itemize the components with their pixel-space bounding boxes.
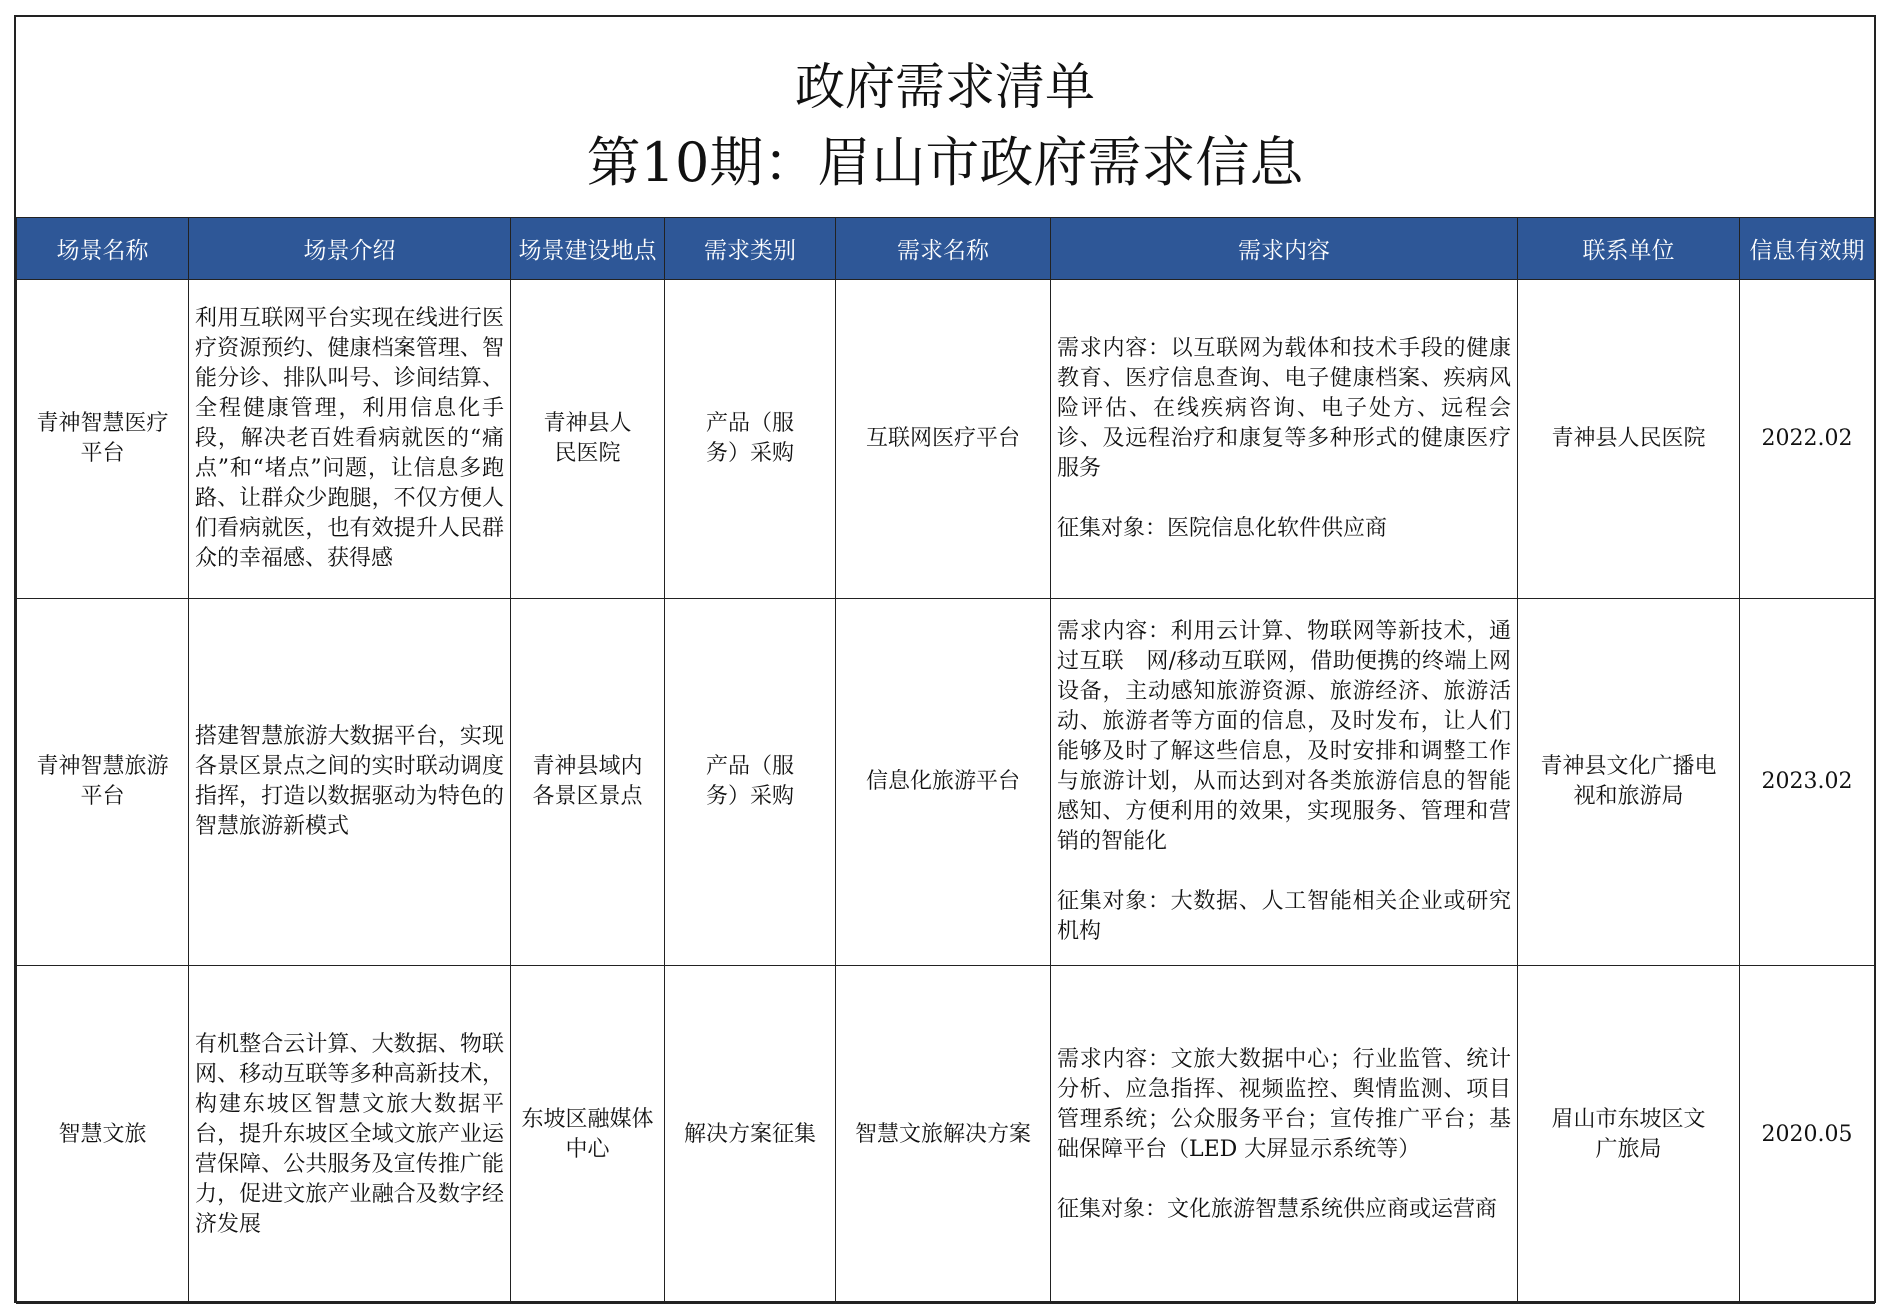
scene-intro-cell: 利用互联网平台实现在线进行医疗资源预约、健康档案管理、智能分诊、排队叫号、诊间结算、全程健康管理，利用信息化手段，解决老百姓看病就医的“痛点”和“堵点”问题，让信息多跑路、让群众少跑腿，不仅方便人们看病就医，也有效提升人民群众的幸福感、获得感 [189,280,511,599]
header-cell-valid: 信息有效期 [1740,218,1875,280]
contact-cell: 眉山市东坡区文广旅局 [1518,966,1740,1304]
header-cell-scene-name: 场景名称 [17,218,189,280]
table-row [17,599,1875,966]
demand-name-cell: 智慧文旅解决方案 [836,966,1051,1304]
demand-target-text: 征集对象：医院信息化软件供应商 [1057,516,1388,541]
category-cell: 解决方案征集 [665,966,836,1304]
demand-table [16,217,1875,1304]
scene-name-cell: 智慧文旅 [17,966,189,1304]
scene-intro-cell: 有机整合云计算、大数据、物联网、移动互联等多种高新技术，构建东坡区智慧文旅大数据平台，提升东坡区全域文旅产业运营保障、公共服务及宣传推广能力，促进文旅产业融合及数字经济发展 [189,966,511,1304]
scene-name-cell: 青神智慧旅游平台 [17,599,189,966]
demand-content-cell [1051,966,1518,1304]
demand-name-cell: 信息化旅游平台 [836,599,1051,966]
page-title: 政府需求清单 [795,58,1095,116]
demand-content-text: 需求内容：利用云计算、物联网等新技术，通过互联 网/移动互联网，借助便携的终端上网设备，主动感知旅游资源、旅游经济、旅游活动、旅游者等方面的信息，及时发布，让人们能够及时了解这些信息，及时安排和调整工作与旅游计划，从而达到对各类旅游信息的智能感知、方便利用的效果，实现服务、管理和营销的智能化 [1057,619,1511,854]
demand-content-text: 需求内容：以互联网为载体和技术手段的健康教育、医疗信息查询、电子健康档案、疾病风险评估、在线疾病咨询、电子处方、远程会诊、及远程治疗和康复等多种形式的健康医疗服务 [1057,336,1511,481]
demand-sheet [14,15,1876,1303]
header-row [17,218,1875,280]
location-cell: 青神县域内各景区景点 [511,599,665,966]
location-cell: 青神县人民医院 [511,280,665,599]
valid-date-cell: 2022.02 [1740,280,1875,599]
category-cell: 产品（服务）采购 [665,599,836,966]
demand-content-cell [1051,599,1518,966]
demand-content-text: 需求内容：文旅大数据中心；行业监管、统计分析、应急指挥、视频监控、舆情监测、项目管理系统；公众服务平台；宣传推广平台；基础保障平台（LED 大屏显示系统等） [1057,1046,1511,1162]
page-subtitle: 第10期：眉山市政府需求信息 [586,131,1304,194]
scene-intro-cell: 搭建智慧旅游大数据平台，实现各景区景点之间的实时联动调度指挥，打造以数据驱动为特色的智慧旅游新模式 [189,599,511,966]
demand-name-cell: 互联网医疗平台 [836,280,1051,599]
demand-target-text: 征集对象：大数据、人工智能相关企业或研究机构 [1057,889,1511,944]
title-block [16,17,1874,217]
demand-target-text: 征集对象：文化旅游智慧系统供应商或运营商 [1057,1196,1498,1222]
location-cell: 东坡区融媒体中心 [511,966,665,1304]
header-cell-location: 场景建设地点 [511,218,665,280]
contact-cell: 青神县人民医院 [1518,280,1740,599]
scene-name-cell: 青神智慧医疗平台 [17,280,189,599]
header-cell-scene-intro: 场景介绍 [189,218,511,280]
valid-date-cell: 2020.05 [1740,966,1875,1304]
header-cell-demand-name: 需求名称 [836,218,1051,280]
valid-date-cell: 2023.02 [1740,599,1875,966]
category-cell: 产品（服务）采购 [665,280,836,599]
demand-content-cell [1051,280,1518,599]
contact-cell: 青神县文化广播电视和旅游局 [1518,599,1740,966]
table-row [17,280,1875,599]
header-cell-content: 需求内容 [1051,218,1518,280]
table-row [17,966,1875,1304]
header-cell-contact: 联系单位 [1518,218,1740,280]
header-cell-category: 需求类别 [665,218,836,280]
